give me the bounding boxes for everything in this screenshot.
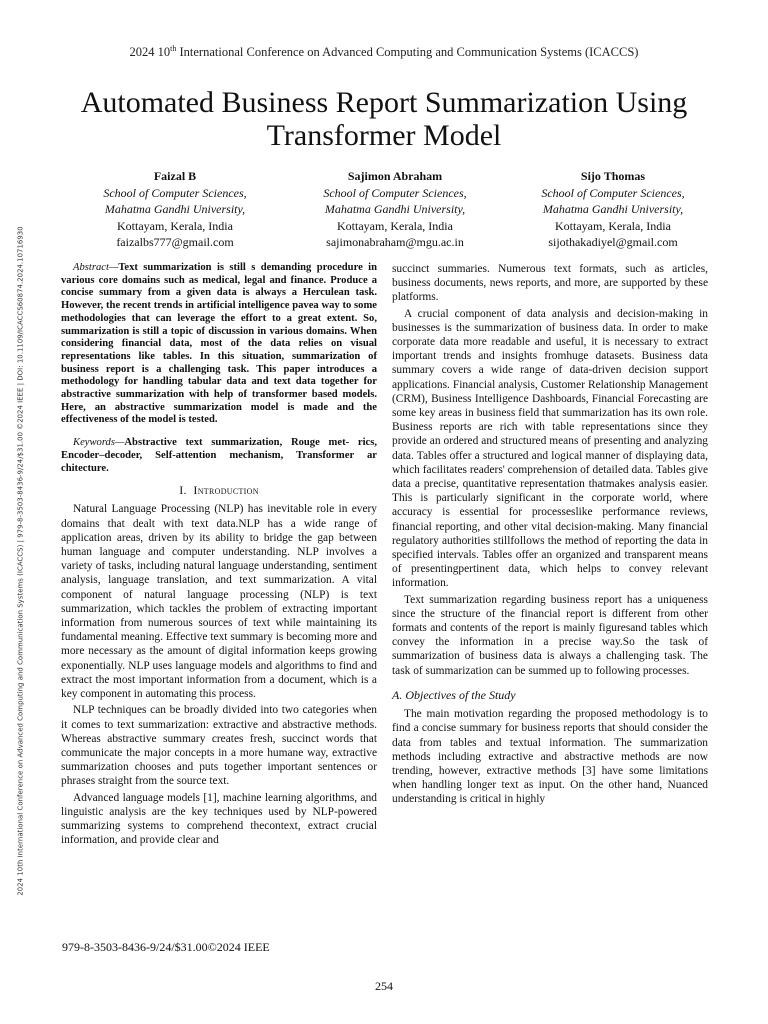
keywords-label: Keywords— (73, 437, 125, 449)
author-location: Kottayam, Kerala, India (555, 218, 671, 233)
conference-header: 2024 10th International Conference on Advanced Computing and Communication Systems (ICACCS) (129, 44, 639, 60)
author-name: Sajimon Abraham (347, 169, 443, 183)
paragraph: Natural Language Processing (NLP) has inevitable role in every domains that dealt with text data.NLP has a wide range of application areas, driven by its ability to bridge the gap between human language and computer understanding. NLP involves a variety of tasks, including natural language understanding, sentiment analysis, language translation, and text summarization. A vital component of natural language processing (NLP) is text summarization, which tackles the problem of extracting important information from numerous sources of text while maintaining its fundamental meaning. Effective text summary is becoming more and more necessary as the amount of digital information keeps growing exponentially. NLP uses language models and algorithms to find and extract the most important information from a document, which is a key component in automating this process. (61, 503, 377, 701)
paper-title: Automated Business Report Summarization Using Transformer Model (80, 86, 688, 152)
author-university: Mahatma Gandhi University, (104, 202, 246, 216)
footer-isbn: 979-8-3503-8436-9/24/$31.00©2024 IEEE (62, 940, 270, 954)
subsection-heading-objectives: A. Objectives of the Study (392, 687, 516, 702)
left-column (61, 262, 377, 847)
author-card (60, 168, 290, 251)
author-email: sijothakadiyel@gmail.com (548, 235, 678, 249)
paragraph: Advanced language models [1], machine learning algorithms, and linguistic analysis are the key techniques used by NLP-powered summarizing systems to comprehend thecontext, extract crucial information, and provide clear and (61, 791, 377, 847)
author-affiliation: School of Computer Sciences, (323, 185, 467, 200)
abstract-text: Text summarization is still s demanding procedure in various core domains such as medical, legal and finance. Produce a concise summary from a given data is always a Herculean task. However, the recent trends in artificial intelligence pavea way to some methodologies that can leverage the effort to a great extent. So, summarization is still a topic of discussion in various domains. When considering financial data, most of the data relies on visual representations like tables. In this situation, summarization of business report is a challenging task. This paper introduces a methodology for handling tabular data and text data together for abstractive summarization with help of transformer based models. Here, an abstractive summarization model is made and the effectiveness of the model is tested. (61, 262, 377, 426)
author-university: Mahatma Gandhi University, (542, 202, 684, 216)
page-number: 254 (375, 979, 393, 993)
author-location: Kottayam, Kerala, India (337, 218, 453, 233)
paragraph: A crucial component of data analysis and decision-making in businesses is the summarization of business data. In order to make corporate data more readable and useful, it is necessary to extract important trends and insights fromhuge datasets. Business data summary covers a wide range of data-driven decision support applications. Financial analysis, Customer Relationship Management (CRM), Business Intelligence Dashboards, Financial Forecasting are some key areas in business field that summarization has its own role. Business reports are rich with table representations since they provide an ordered and structured means of presenting and analyzing data. Tables offer a structured and logical manner of displaying data, which facilitates readers' comprehension of detailed data. Tables give data a precise, quantitative representation thatmakes analysis easier. This is particularly significant in the corporate world, where accuracy is essential for processeslike performance reviews, financial reporting, and other vital decision-making. Many financial regulatory authorities stillfollows the method of reporting the data in specified intervals. Tables offer an organized and transparent means of presentingpertinent data, which helps to convey relevant information. (392, 307, 708, 590)
section-heading-introduction: I. Introduction (179, 483, 259, 498)
paragraph: Text summarization regarding business report has a uniqueness since the structure of the financial report is different from other formats and contents of the report is mainly figuresand tables which convey the information in a precise way.So the task of summarization of business data is always a challenging task. The task of summarization can be summed up to following processes. (392, 593, 708, 677)
paragraph: The main motivation regarding the proposed methodology is to find a concise summary for business reports that should consider the data from tables and textual information. The summarization methods including extractive and abstractive methods are now trending, however, extractive methods [3] have some limitations when handling longer text as input. On the other hand, Nuanced understanding is critical in highly (392, 708, 708, 806)
doi-sidebar-text: 2024 10th International Conference on Advanced Computing and Communication Systems (ICACCS) | 979-8-3503-8436-9/24/$31.00 ©2024 IEEE | DOI: 10.1109/ICACCS60874.2024.10716930 (16, 226, 25, 896)
paragraph: succinct summaries. Numerous text formats, such as articles, business documents, news reports, and more, are supported by these platforms. (392, 263, 708, 304)
author-affiliation: School of Computer Sciences, (541, 185, 685, 200)
author-email: faizalbs777@gmail.com (116, 235, 234, 249)
author-email: sajimonabraham@mgu.ac.in (326, 235, 464, 249)
author-name: Sijo Thomas (580, 169, 646, 183)
author-affiliation: School of Computer Sciences, (103, 185, 247, 200)
abstract-label: Abstract— (73, 262, 119, 273)
author-location: Kottayam, Kerala, India (117, 218, 233, 233)
abstract (61, 262, 377, 427)
author-card (280, 168, 510, 251)
keywords-text: Abstractive text summarization, Rouge met- rics, Encoder–decoder, Self-attention mechanism, Transformer ar chitecture. (61, 437, 377, 474)
keywords (61, 437, 377, 475)
doi-sidebar (11, 146, 30, 976)
paragraph: NLP techniques can be broadly divided into two categories when it comes to text summarization: extractive and abstractive methods. Whereas abstractive summary creates fresh, succinct words that communicate the major concepts in a more humane way, extractive summarization chooses and puts together important sentences or phrases straight from the source text. (61, 704, 377, 788)
author-card (498, 168, 728, 251)
author-university: Mahatma Gandhi University, (324, 202, 466, 216)
right-column (392, 262, 708, 807)
author-name: Faizal B (153, 169, 197, 183)
